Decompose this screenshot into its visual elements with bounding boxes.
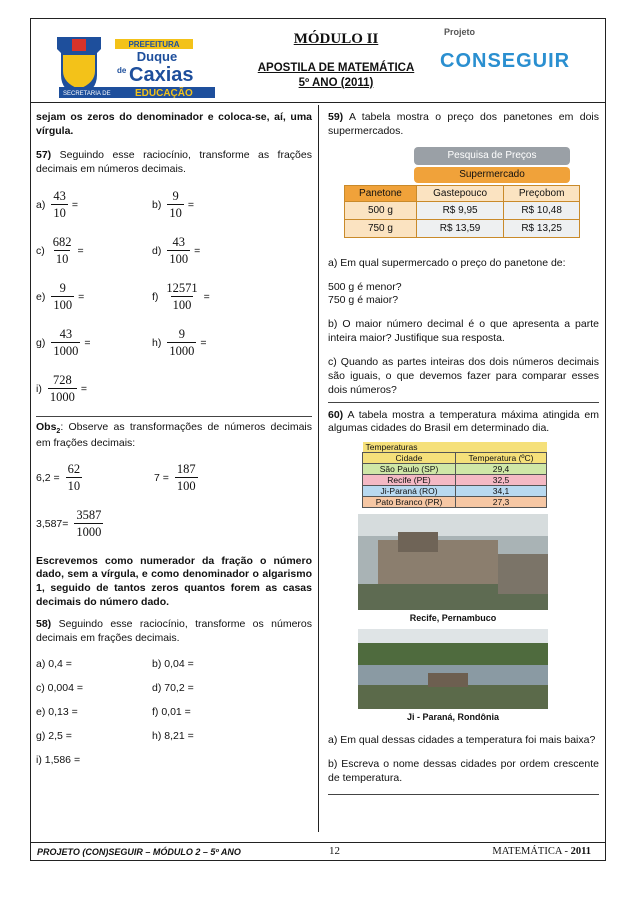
exercise-item: f) 0,01 = bbox=[152, 705, 191, 718]
fraction-item: a) $\frac{43}{10}$ = bbox=[36, 189, 78, 221]
temperature-table bbox=[362, 442, 547, 508]
price-cell: R$ 13,59 bbox=[416, 219, 503, 237]
price-header: Panetone bbox=[345, 185, 417, 201]
exercise-row bbox=[36, 748, 312, 772]
example-2-fraction: $\frac{187}{100}$ bbox=[176, 461, 196, 493]
rule-text: Escrevemos como numerador da fração o número dado, sem a vírgula, e como denominador o algarismo 1, seguido de tantos zeros quantos forem as casas decimais do número dado. bbox=[36, 554, 312, 609]
q59: 59) A tabela mostra o preço dos panetones em dois supermercados. bbox=[328, 111, 599, 137]
price-table-sub: Supermercado bbox=[414, 167, 570, 183]
temp-header: Cidade bbox=[363, 453, 456, 464]
module-title: MÓDULO II bbox=[293, 31, 379, 47]
exercise-item: a) 0,4 = bbox=[36, 657, 72, 670]
q59b: b) O maior número decimal é o que apresenta a parte inteira maior? Justifique sua resposta. bbox=[328, 318, 599, 345]
exercise-item: c) 0,004 = bbox=[36, 681, 83, 694]
price-cell: R$ 13,25 bbox=[504, 219, 580, 237]
price-cell: R$ 9,95 bbox=[416, 201, 503, 219]
logo-text-3: de bbox=[117, 66, 127, 75]
ji-parana-caption: Ji - Paraná, Rondônia bbox=[406, 712, 500, 723]
intro-text: sejam os zeros do denominador e coloca-se, aí, uma vírgula. bbox=[36, 111, 312, 137]
exercise-row bbox=[36, 724, 312, 748]
price-cell: R$ 10,48 bbox=[504, 201, 580, 219]
logo-text-6: EDUCAÇÃO bbox=[135, 88, 193, 99]
fraction-row bbox=[36, 274, 312, 320]
fraction-exercises bbox=[36, 182, 312, 412]
fraction-row bbox=[36, 320, 312, 366]
q57: 57) Seguindo esse raciocínio, transforme as frações decimais em números decimais. bbox=[36, 148, 312, 175]
price-header: Gastepouco bbox=[416, 185, 503, 201]
exercise-item: e) 0,13 = bbox=[36, 705, 78, 718]
logo2-text-1: Projeto bbox=[444, 27, 476, 37]
projeto-conseguir-logo bbox=[436, 23, 576, 83]
logo2-text-2: CONSEGUIR bbox=[440, 50, 571, 72]
example-1-label: 6,2 = bbox=[36, 471, 60, 484]
logo-text-4: Caxias bbox=[129, 64, 194, 86]
temp-header: Temperatura (ºC) bbox=[456, 453, 547, 464]
fraction-item: g) $\frac{43}{1000}$ = bbox=[36, 327, 91, 359]
example-1-fraction: $\frac{62}{10}$ bbox=[67, 461, 81, 493]
temp-cell: 29,4 bbox=[456, 464, 547, 475]
temp-cell: Ji-Paraná (RO) bbox=[363, 486, 456, 497]
header bbox=[31, 19, 605, 103]
exercise-item: i) 1,586 = bbox=[36, 753, 81, 766]
fraction-item: d) $\frac{43}{100}$ = bbox=[152, 235, 201, 267]
temp-cell: Recife (PE) bbox=[363, 475, 456, 486]
q60b: b) Escreva o nome dessas cidades por ordem crescente de temperatura. bbox=[328, 758, 599, 785]
q59a2: 750 g é maior? bbox=[328, 294, 399, 307]
fraction-item: i) $\frac{728}{1000}$ = bbox=[36, 373, 87, 405]
left-column bbox=[31, 105, 319, 832]
q60a: a) Em qual dessas cidades a temperatura foi mais baixa? bbox=[328, 734, 596, 747]
q60: 60) A tabela mostra a temperatura máxima atingida em algumas cidades do Brasil em determinado dia. bbox=[328, 408, 599, 435]
price-table-title: Pesquisa de Preços bbox=[414, 147, 570, 165]
fraction-item: f) $\frac{12571}{100}$ = bbox=[152, 281, 210, 313]
price-header: Preçobom bbox=[504, 185, 580, 201]
footer-left: PROJETO (CON)SEGUIR – MÓDULO 2 – 5º ANO bbox=[37, 847, 241, 857]
temp-title: Temperaturas bbox=[363, 442, 547, 453]
exercise-item: d) 70,2 = bbox=[152, 681, 194, 694]
right-column bbox=[321, 105, 605, 832]
temp-cell: 32,5 bbox=[456, 475, 547, 486]
q59a: a) Em qual supermercado o preço do panetone de: bbox=[328, 256, 566, 269]
example-3-fraction: $\frac{3587}{1000}$ bbox=[76, 507, 102, 539]
recife-photo bbox=[358, 514, 548, 610]
page-frame bbox=[30, 18, 606, 861]
obs: Obs$_2$: Observe as transformações de números decimais em frações decimais: bbox=[36, 421, 312, 449]
temp-cell: Pato Branco (PR) bbox=[363, 497, 456, 508]
fraction-row bbox=[36, 228, 312, 274]
fraction-item: c) $\frac{682}{10}$ = bbox=[36, 235, 84, 267]
temp-cell: São Paulo (SP) bbox=[363, 464, 456, 475]
example-2-label: 7 = bbox=[154, 471, 169, 484]
footer-right: MATEMÁTICA - 2011 bbox=[492, 846, 591, 857]
exercise-item: b) 0,04 = bbox=[152, 657, 194, 670]
duque-de-caxias-logo bbox=[53, 33, 223, 99]
example-3-label: 3,587= bbox=[36, 517, 69, 530]
fraction-item: h) $\frac{9}{1000}$ = bbox=[152, 327, 207, 359]
q58: 58) Seguindo esse raciocínio, transforme os números decimais em frações decimais. bbox=[36, 618, 312, 644]
ji-parana-photo bbox=[358, 629, 548, 709]
price-cell: 750 g bbox=[345, 219, 417, 237]
fraction-row bbox=[36, 366, 312, 412]
exercise-item: g) 2,5 = bbox=[36, 729, 72, 742]
price-table bbox=[344, 145, 574, 255]
year-title: 5º ANO (2011) bbox=[298, 77, 374, 89]
fraction-item: e) $\frac{9}{100}$ = bbox=[36, 281, 85, 313]
fraction-row bbox=[36, 182, 312, 228]
exercise-row bbox=[36, 700, 312, 724]
logo-text-1: PREFEITURA bbox=[128, 40, 180, 49]
apostila-title: APOSTILA DE MATEMÁTICA bbox=[257, 62, 415, 74]
decimal-exercises bbox=[36, 652, 312, 772]
page-number: 12 bbox=[329, 845, 340, 857]
q59c: c) Quando as partes inteiras dos dois números decimais são iguais, o que devemos fazer para comparar esses dois números? bbox=[328, 356, 599, 396]
exercise-row bbox=[36, 676, 312, 700]
exercise-item: h) 8,21 = bbox=[152, 729, 194, 742]
exercise-row bbox=[36, 652, 312, 676]
temp-cell: 27,3 bbox=[456, 497, 547, 508]
recife-caption: Recife, Pernambuco bbox=[409, 613, 497, 624]
temp-cell: 34,1 bbox=[456, 486, 547, 497]
footer bbox=[31, 842, 605, 860]
logo-text-2: Duque bbox=[136, 49, 178, 64]
fraction-item: b) $\frac{9}{10}$ = bbox=[152, 189, 194, 221]
q59a1: 500 g é menor? bbox=[328, 280, 402, 293]
logo-text-5: SECRETARIA DE bbox=[63, 91, 111, 97]
price-cell: 500 g bbox=[345, 201, 417, 219]
